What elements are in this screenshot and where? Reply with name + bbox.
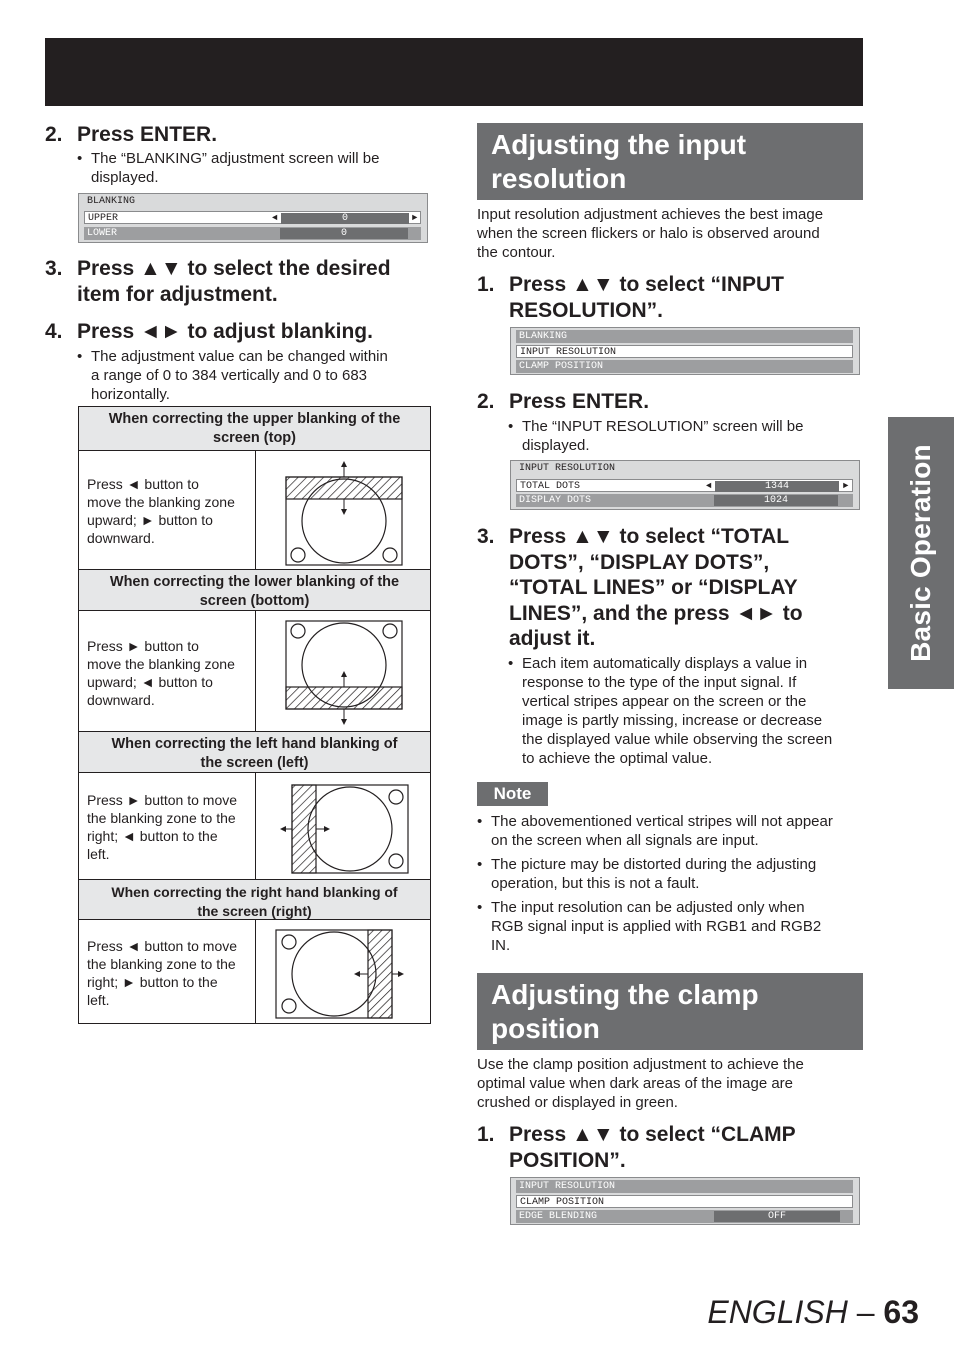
arrow-left-icon: ◄ xyxy=(272,213,278,223)
table-header-bottom: When correcting the lower blanking of the screen (bottom) xyxy=(79,569,430,611)
menu-row-lower: LOWER 0 xyxy=(84,227,421,240)
blanking-menu-screen xyxy=(78,193,428,243)
menu-row-total-dots: TOTAL DOTS ◄ 1344 ► xyxy=(516,479,853,492)
menu-row-clamp-position: CLAMP POSITION xyxy=(516,1195,853,1208)
side-tab-label: Basic Operation xyxy=(905,444,936,662)
menu-row-blanking: BLANKING xyxy=(516,330,853,343)
clamp-position-intro: Use the clamp position adjustment to achieve the optimal value when dark areas of the image are crushed or displayed in green. xyxy=(477,1056,804,1111)
menu-select-clamp-position xyxy=(510,1177,860,1225)
diagram-top-blanking xyxy=(256,451,429,569)
step-2-right-bullet: • The “INPUT RESOLUTION” screen will be displayed. xyxy=(508,418,804,454)
table-header-left: When correcting the left hand blanking of the screen (left) xyxy=(79,731,430,773)
table-header-right: When correcting the right hand blanking of the screen (right) xyxy=(79,879,430,920)
table-desc-right: Press ◄ button to move the blanking zone to the right; ► button to the left. xyxy=(87,938,238,1008)
section-header-input-resolution: Adjusting the input resolution xyxy=(477,123,863,200)
table-header-top: When correcting the upper blanking of the screen (top) xyxy=(79,407,430,451)
blanking-table xyxy=(78,406,431,1024)
arrow-left-icon: ◄ xyxy=(706,481,712,491)
step-2-press-enter: 2. Press ENTER. xyxy=(45,123,218,146)
diagram-left-blanking xyxy=(256,773,429,879)
note-item: • The picture may be distorted during the adjusting operation, but this is not a fault. xyxy=(477,856,817,892)
note-item: • The input resolution can be adjusted only when RGB signal input is applied with RGB1 and RGB2 IN. xyxy=(477,899,822,954)
diagram-right-blanking xyxy=(256,920,429,1023)
step-1-select-input-resolution: 1. Press ▲▼ to select “INPUT RESOLUTION”. xyxy=(477,273,784,322)
step-2-bullet: • The “BLANKING” adjustment screen will be displayed. xyxy=(77,150,380,186)
page-footer: ENGLISH – 63 xyxy=(707,1294,919,1330)
menu-row-input-resolution: INPUT RESOLUTION xyxy=(516,1180,853,1193)
diagram-bottom-blanking xyxy=(256,611,429,731)
arrow-right-icon: ► xyxy=(412,213,418,223)
table-desc-top: Press ◄ button to move the blanking zone upward; ► button to downward. xyxy=(87,476,235,546)
step-2-press-enter-right: 2. Press ENTER. xyxy=(477,390,650,413)
menu-title: BLANKING xyxy=(84,195,421,208)
section-side-tab xyxy=(888,417,954,689)
table-desc-left: Press ► button to move the blanking zone to the right; ◄ button to the left. xyxy=(87,792,238,862)
menu-row-display-dots: DISPLAY DOTS 1024 xyxy=(516,494,853,507)
step-3-select-dots-lines: 3. Press ▲▼ to select “TOTAL DOTS”, “DISPLAY DOTS”, “TOTAL LINES” or “DISPLAY LINES”, and the press ◄► to adjust it. xyxy=(477,525,803,650)
arrow-right-icon: ► xyxy=(843,481,849,491)
input-resolution-menu-screen xyxy=(510,460,860,510)
menu-row-clamp-position: CLAMP POSITION xyxy=(516,360,853,373)
menu-row-input-resolution: INPUT RESOLUTION xyxy=(516,345,853,358)
note-item: • The abovementioned vertical stripes will not appear on the screen when all signals are input. xyxy=(477,813,833,849)
page-number: 63 xyxy=(883,1294,919,1330)
step-4-bullet: • The adjustment value can be changed within a range of 0 to 384 vertically and 0 to 683 horizontally. xyxy=(77,348,388,403)
table-desc-bottom: Press ► button to move the blanking zone upward; ◄ button to downward. xyxy=(87,638,235,708)
menu-title: INPUT RESOLUTION xyxy=(516,462,853,475)
menu-select-input-resolution xyxy=(510,327,860,375)
section-header-clamp-position: Adjusting the clamp position xyxy=(477,973,863,1050)
menu-row-edge-blending: EDGE BLENDING OFF xyxy=(516,1210,853,1223)
step-4-adjust-blanking: 4. Press ◄► to adjust blanking. xyxy=(45,320,373,343)
input-resolution-intro: Input resolution adjustment achieves the best image when the screen flickers or halo is observed around the contour. xyxy=(477,206,824,261)
step-3-select-item: 3. Press ▲▼ to select the desired item for adjustment. xyxy=(45,257,391,306)
note-label: Note xyxy=(477,782,548,806)
step-3-right-bullet: • Each item automatically displays a value in response to the type of the input signal. If vertical stripes appear on the screen or the image is partly missing, increase or decrease the displayed value while observing the screen to achieve the optimal value. xyxy=(508,655,833,767)
header-bar xyxy=(45,38,863,106)
menu-row-upper: UPPER ◄ 0 ► xyxy=(84,211,421,224)
step-1-select-clamp-position: 1. Press ▲▼ to select “CLAMP POSITION”. xyxy=(477,1123,796,1172)
